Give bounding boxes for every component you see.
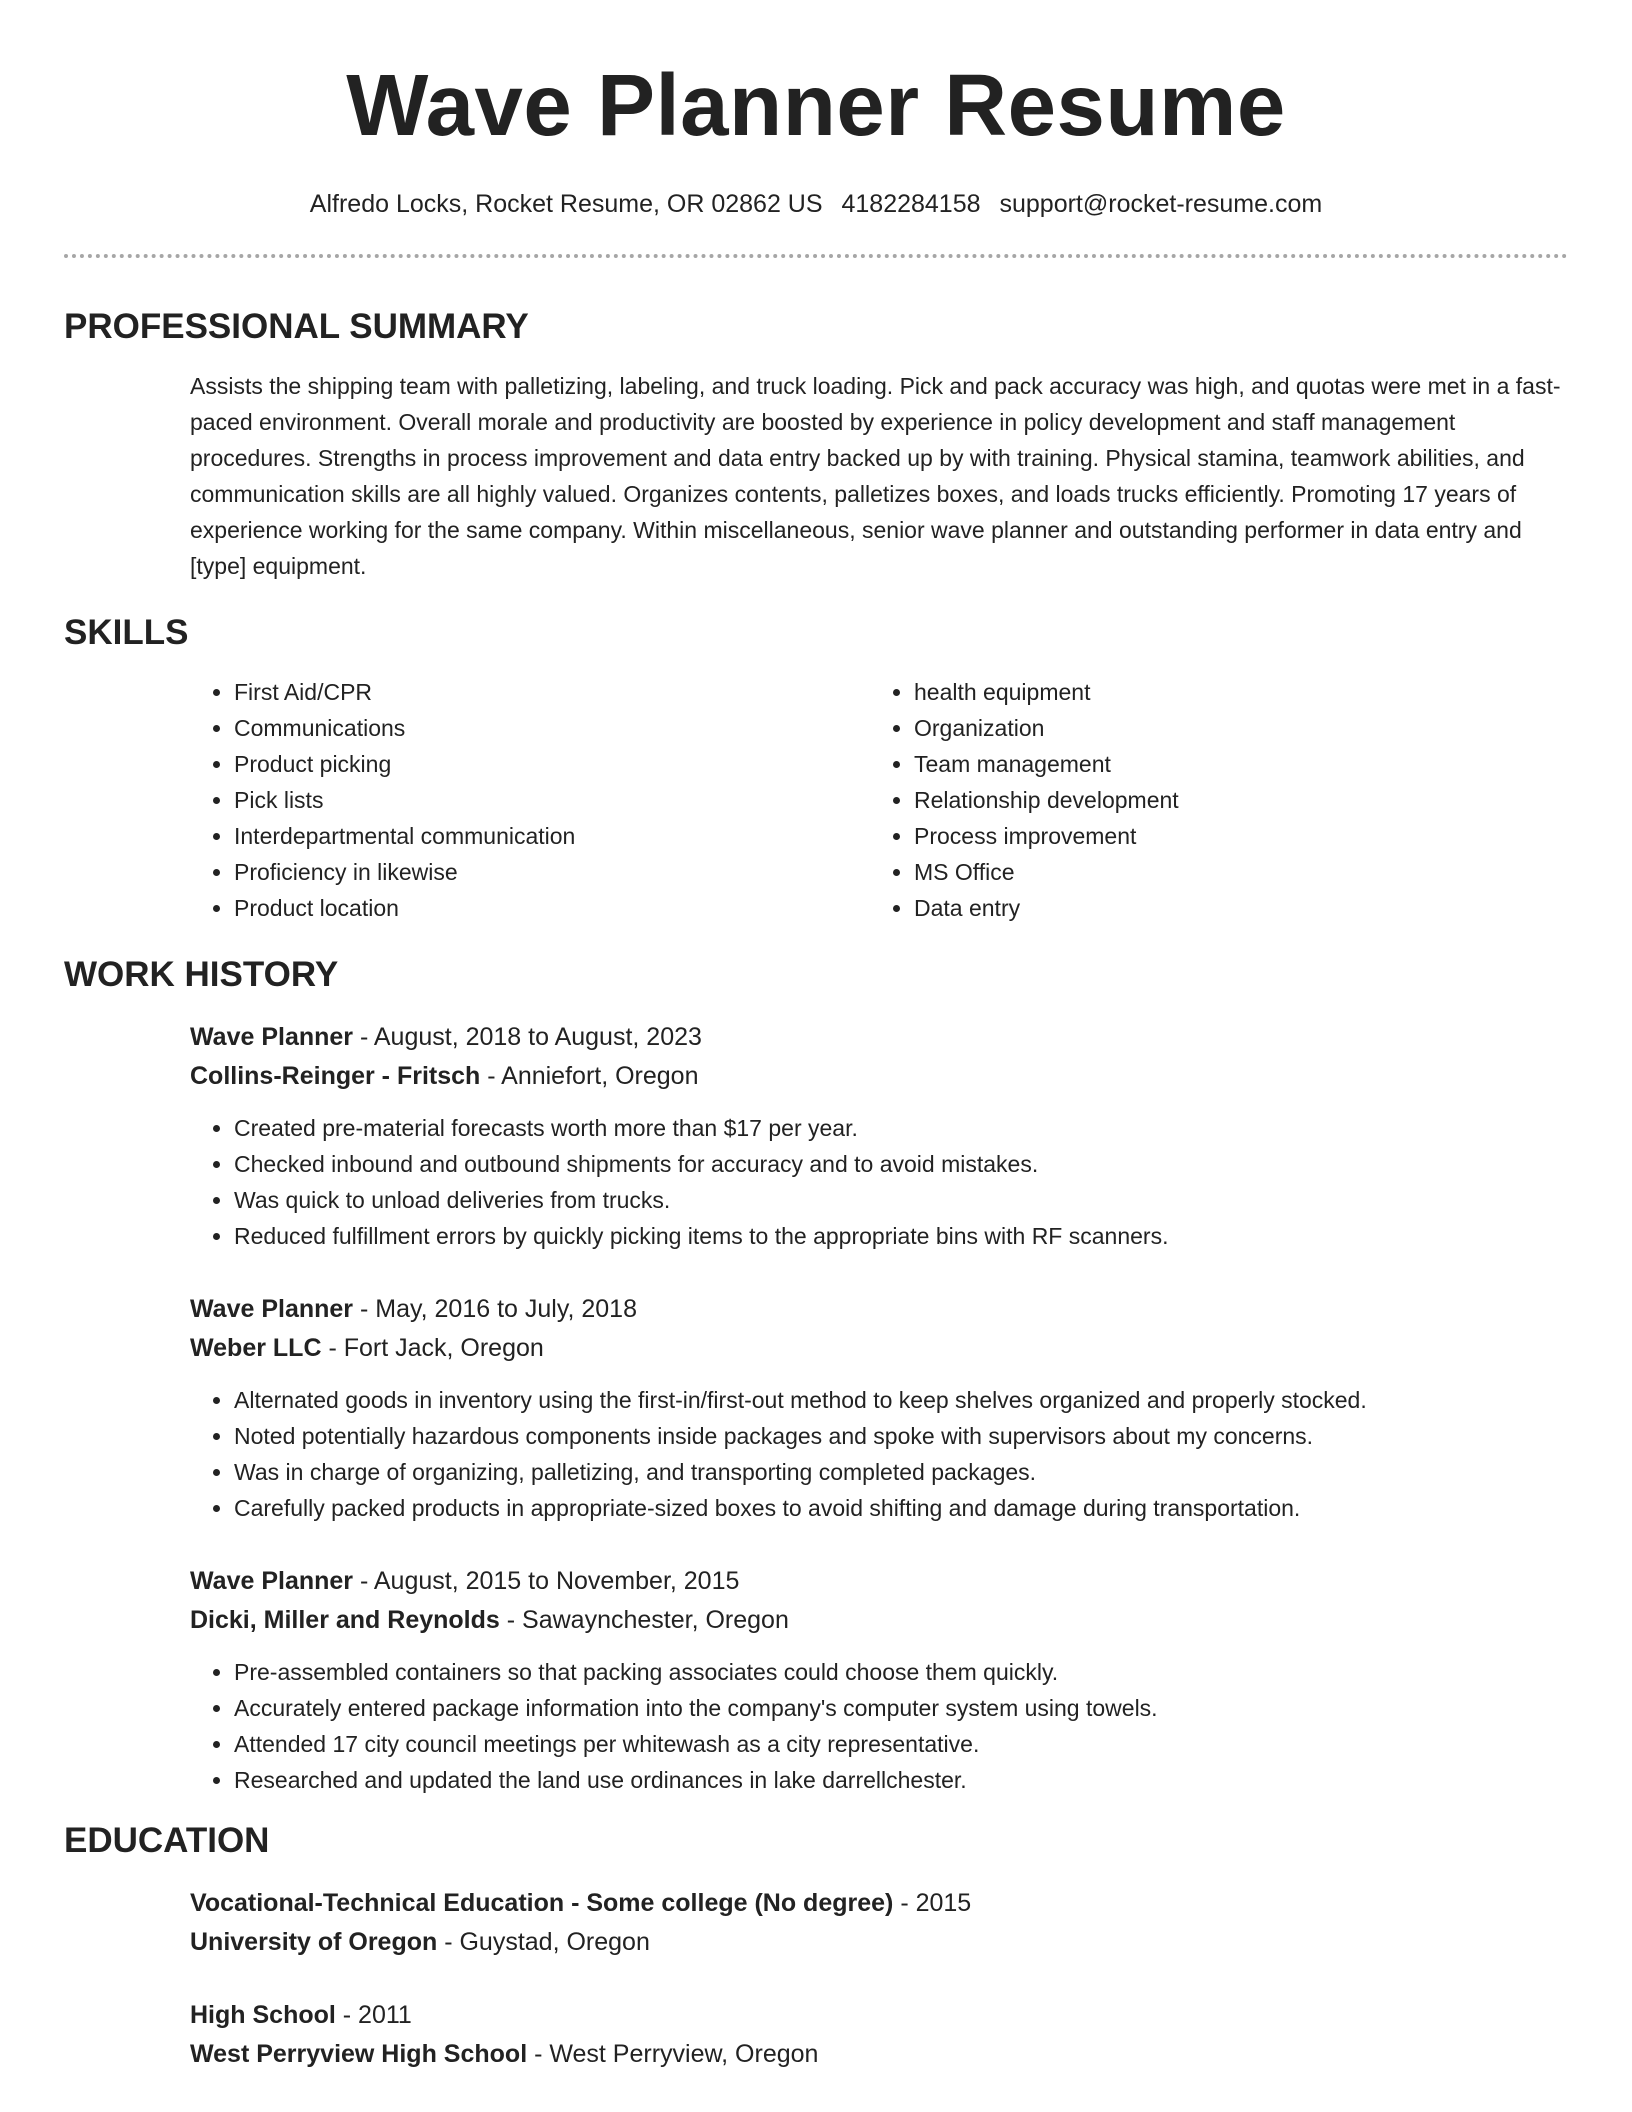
job-bullet: • Was in charge of organizing, palletizing, and transporting completed packages.: [234, 1454, 1568, 1490]
job-bullets: [190, 1110, 1568, 1254]
job-bullet: • Created pre-material forecasts worth more than $17 per year.: [234, 1110, 1568, 1146]
skill-item: • Product location: [234, 890, 870, 926]
job-bullet: • Alternated goods in inventory using the first-in/first-out method to keep shelves organized and properly stocked.: [234, 1382, 1568, 1418]
skill-item: • Interdepartmental communication: [234, 818, 870, 854]
job-location: - Anniefort, Oregon: [480, 1062, 699, 1090]
education-section: [64, 1820, 1568, 2074]
education-degree: High School: [190, 2001, 336, 2029]
education-school: University of Oregon: [190, 1928, 438, 1956]
job-dates: - August, 2018 to August, 2023: [353, 1023, 702, 1051]
skill-item: • Relationship development: [914, 782, 1568, 818]
contact-address: Alfredo Locks, Rocket Resume, OR 02862 US: [309, 190, 823, 218]
job-entry: [190, 1562, 1568, 1798]
education-location: - Guystad, Oregon: [437, 1928, 650, 1956]
resume-header: [64, 0, 1568, 220]
job-bullets: [190, 1382, 1568, 1526]
job-title-line: [190, 1018, 1568, 1057]
job-entry: [190, 1290, 1568, 1526]
job-location: - Sawaynchester, Oregon: [499, 1606, 789, 1634]
summary-heading: PROFESSIONAL SUMMARY: [64, 307, 529, 346]
education-degree-line: [190, 1996, 1568, 2035]
job-bullet: • Attended 17 city council meetings per whitewash as a city representative.: [234, 1726, 1568, 1762]
education-school-line: [190, 2035, 1568, 2074]
job-bullet: • Was quick to unload deliveries from trucks.: [234, 1182, 1568, 1218]
skills-list-right: [870, 674, 1568, 926]
job-bullet: • Noted potentially hazardous components inside packages and spoke with supervisors about my concerns.: [234, 1418, 1568, 1454]
skill-item: • First Aid/CPR: [234, 674, 870, 710]
skills-grid: [190, 674, 1568, 926]
skill-item: • Communications: [234, 710, 870, 746]
education-year: - 2015: [893, 1889, 972, 1917]
education-year: - 2011: [335, 2001, 412, 2029]
contact-line: [64, 188, 1568, 220]
contact-phone: 4182284158: [841, 190, 981, 218]
job-title-line: [190, 1562, 1568, 1601]
job-bullet: • Accurately entered package information into the company's computer system using towels.: [234, 1690, 1568, 1726]
skill-item: • Team management: [914, 746, 1568, 782]
job-entry: [190, 1018, 1568, 1254]
work-history-section: [64, 954, 1568, 1798]
job-title-line: [190, 1290, 1568, 1329]
job-company-line: [190, 1057, 1568, 1096]
job-company: Dicki, Miller and Reynolds: [190, 1606, 500, 1634]
skill-item: • Process improvement: [914, 818, 1568, 854]
job-bullet: • Reduced fulfillment errors by quickly picking items to the appropriate bins with RF scanners.: [234, 1218, 1568, 1254]
summary-section: [64, 306, 1568, 584]
job-company-line: [190, 1601, 1568, 1640]
resume-title: Wave Planner Resume: [346, 57, 1286, 154]
contact-email: support@rocket-resume.com: [999, 190, 1323, 218]
work-history-heading: WORK HISTORY: [64, 955, 339, 994]
job-bullets: [190, 1654, 1568, 1798]
job-bullet: • Checked inbound and outbound shipments for accuracy and to avoid mistakes.: [234, 1146, 1568, 1182]
job-bullet: • Researched and updated the land use ordinances in lake darrellchester.: [234, 1762, 1568, 1798]
job-role: Wave Planner: [190, 1295, 354, 1323]
education-heading: EDUCATION: [64, 1821, 270, 1860]
education-degree-line: [190, 1884, 1568, 1923]
education-degree: Vocational-Technical Education - Some college (No degree): [190, 1889, 894, 1917]
skills-heading: SKILLS: [64, 613, 189, 652]
skills-section: [64, 612, 1568, 926]
header-divider: [64, 254, 1568, 258]
skill-item: • health equipment: [914, 674, 1568, 710]
job-company-line: [190, 1329, 1568, 1368]
skills-list-left: [190, 674, 870, 926]
education-entry: [190, 1996, 1568, 2074]
job-role: Wave Planner: [190, 1567, 354, 1595]
job-location: - Fort Jack, Oregon: [321, 1334, 544, 1362]
job-company: Weber LLC: [190, 1334, 322, 1362]
job-dates: - May, 2016 to July, 2018: [353, 1295, 637, 1323]
skill-item: • Pick lists: [234, 782, 870, 818]
education-entry: [190, 1884, 1568, 1962]
skill-item: • Data entry: [914, 890, 1568, 926]
job-company: Collins-Reinger - Fritsch: [190, 1062, 481, 1090]
job-dates: - August, 2015 to November, 2015: [353, 1567, 740, 1595]
job-bullet: • Pre-assembled containers so that packing associates could choose them quickly.: [234, 1654, 1568, 1690]
skill-item: • Organization: [914, 710, 1568, 746]
summary-text: Assists the shipping team with palletizing, labeling, and truck loading. Pick and pack accuracy was high, and quotas were met in a fast-paced environment. Overall morale and productivity are boosted by experience in policy development and staff management procedures. Strengths in process improvement and data entry backed up by with training. Physical stamina, teamwork abilities, and communication skills are all highly valued. Organizes contents, palletizes boxes, and loads trucks efficiently. Promoting 17 years of experience working for the same company. Within miscellaneous, senior wave planner and outstanding performer in data entry and [type] equipment.: [190, 373, 1561, 579]
skill-item: • MS Office: [914, 854, 1568, 890]
job-bullet: • Carefully packed products in appropriate-sized boxes to avoid shifting and damage during transportation.: [234, 1490, 1568, 1526]
education-school-line: [190, 1923, 1568, 1962]
job-role: Wave Planner: [190, 1023, 354, 1051]
education-school: West Perryview High School: [190, 2040, 528, 2068]
education-location: - West Perryview, Oregon: [527, 2040, 819, 2068]
skill-item: • Proficiency in likewise: [234, 854, 870, 890]
skill-item: • Product picking: [234, 746, 870, 782]
